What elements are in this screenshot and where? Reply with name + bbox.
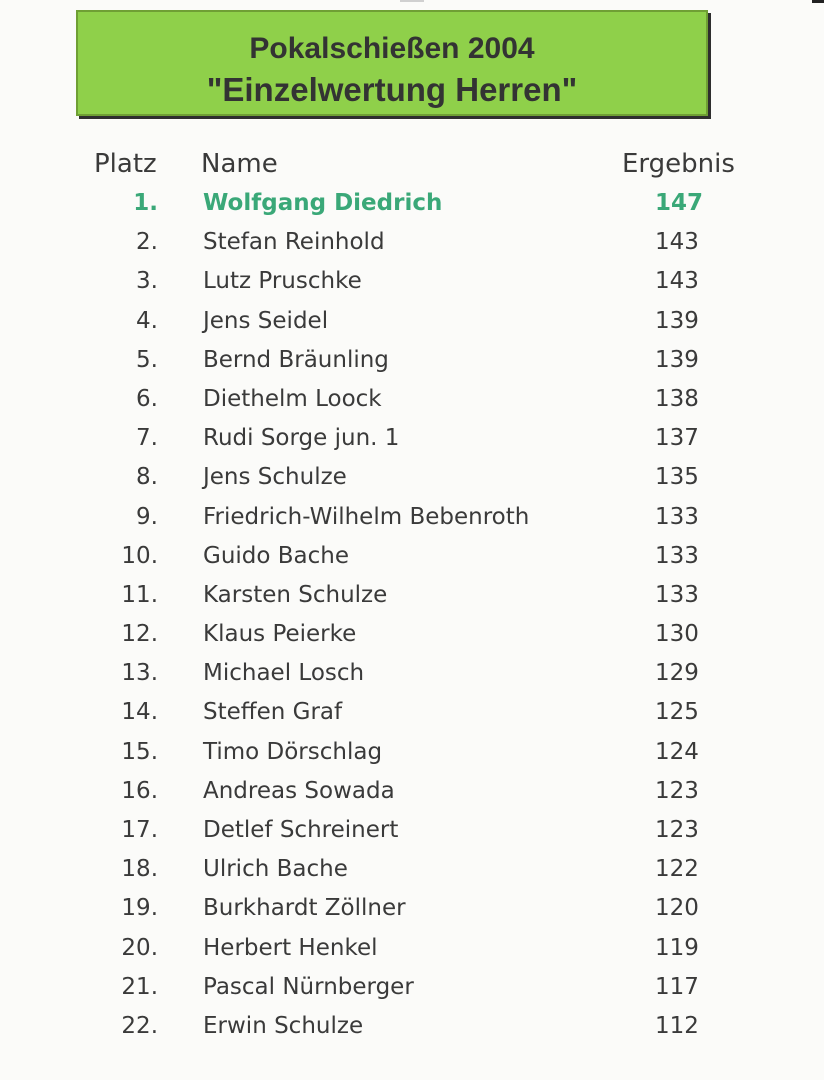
title-line-2: "Einzelwertung Herren" [206,71,578,108]
result-row [0,772,824,811]
result-place: 5. [136,346,158,373]
result-place: 11. [121,581,158,608]
result-row [0,262,824,301]
result-name: Detlef Schreinert [203,817,399,843]
result-name: Ulrich Bache [203,856,348,883]
result-row [0,615,824,654]
result-score: 139 [655,346,699,373]
results-list [0,184,824,1046]
result-name: Guido Bache [203,542,350,569]
result-score: 123 [655,777,699,804]
result-place: 10. [121,542,158,569]
result-score: 137 [655,425,699,452]
result-name: Friedrich-Wilhelm Bebenroth [203,503,530,530]
result-place: 14. [121,699,158,726]
result-name: Michael Losch [203,660,365,687]
result-score: 117 [655,973,699,1000]
title-banner [76,10,708,116]
result-row [0,1007,824,1046]
result-name: Timo Dörschlag [203,738,383,765]
result-place: 2. [136,229,158,256]
result-place: 1. [133,190,158,216]
result-name: Karsten Schulze [203,581,388,608]
result-row [0,654,824,693]
result-row [0,223,824,262]
result-row [0,419,824,458]
result-row [0,341,824,380]
result-score: 143 [655,229,699,256]
result-name: Andreas Sowada [203,777,395,804]
result-name: Burkhardt Zöllner [203,895,406,922]
result-row [0,889,824,928]
result-row [0,811,824,850]
result-name: Rudi Sorge jun. 1 [203,425,400,452]
result-score: 119 [655,934,699,961]
result-score: 120 [655,895,699,922]
result-name: Diethelm Loock [203,385,382,412]
result-place: 7. [136,425,158,452]
result-score: 122 [655,856,699,883]
result-place: 8. [136,464,158,491]
result-score: 138 [655,385,699,412]
scan-edge-mark [812,0,824,3]
result-score: 130 [655,621,699,648]
result-score: 135 [655,464,699,491]
result-score: 143 [655,268,699,295]
result-row [0,537,824,576]
result-row [0,929,824,968]
result-row [0,380,824,419]
result-row [0,693,824,732]
result-name: Pascal Nürnberger [203,973,414,1000]
result-score: 125 [655,699,699,726]
result-place: 6. [136,385,158,412]
result-name: Herbert Henkel [203,934,378,961]
result-place: 18. [121,856,158,883]
result-name: Wolfgang Diedrich [203,190,443,216]
result-place: 4. [136,307,158,334]
header-name: Name [201,149,278,179]
scan-mark [400,0,424,2]
result-place: 21. [121,973,158,1000]
header-place: Platz [94,149,157,179]
result-name: Erwin Schulze [203,1012,364,1039]
result-row [0,302,824,341]
result-name: Jens Seidel [203,307,329,334]
result-place: 16. [121,777,158,804]
result-score: 112 [655,1012,699,1039]
result-place: 17. [121,817,158,843]
result-row [0,850,824,889]
result-name: Jens Schulze [203,464,347,491]
result-place: 13. [121,660,158,687]
result-row [0,184,824,223]
result-place: 15. [121,738,158,765]
result-score: 123 [655,817,699,843]
result-place: 3. [136,268,158,295]
result-place: 20. [121,934,158,961]
result-place: 22. [121,1012,158,1039]
result-place: 12. [121,621,158,648]
result-place: 19. [121,895,158,922]
result-score: 133 [655,542,699,569]
result-row [0,458,824,497]
header-result: Ergebnis [622,149,735,179]
result-name: Klaus Peierke [203,621,357,648]
result-row [0,576,824,615]
result-score: 124 [655,738,699,765]
result-row [0,498,824,537]
result-score: 129 [655,660,699,687]
result-row [0,968,824,1007]
result-name: Stefan Reinhold [203,229,385,256]
result-name: Bernd Bräunling [203,346,389,373]
result-name: Lutz Pruschke [203,268,362,295]
result-score: 139 [655,307,699,334]
result-score: 147 [655,190,704,216]
result-place: 9. [136,503,158,530]
result-score: 133 [655,581,699,608]
result-score: 133 [655,503,699,530]
result-row [0,733,824,772]
result-name: Steffen Graf [203,699,343,726]
title-line-1: Pokalschießen 2004 [249,32,535,65]
